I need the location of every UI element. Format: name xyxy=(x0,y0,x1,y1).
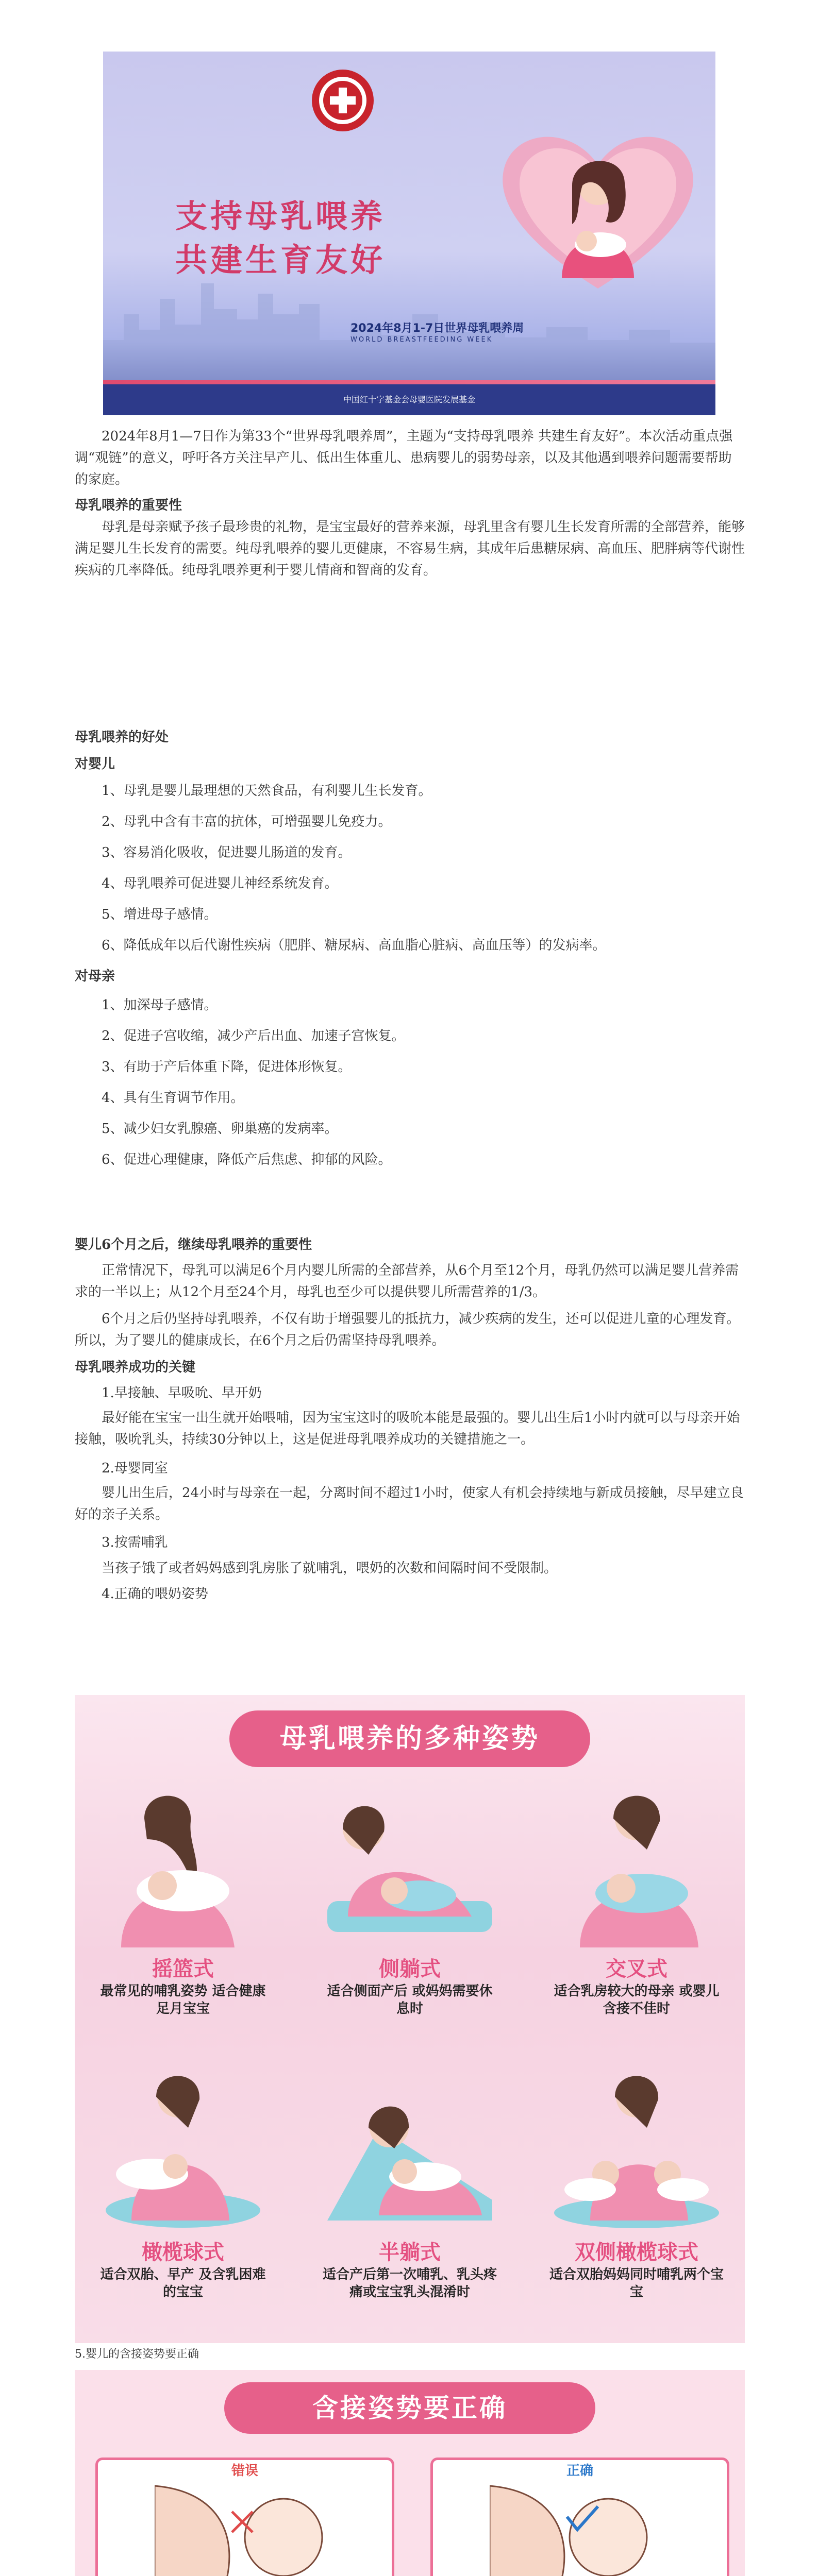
benefits-heading: 母乳喂养的好处 xyxy=(75,730,169,745)
latch-poster-title: 含接姿势要正确 xyxy=(224,2382,595,2434)
key-2-body: 婴儿出生后，24小时与母亲在一起，分离时间不超过1小时，使家人有机会持续地与新成员接触，尽早建立良好的亲子关系。 xyxy=(75,1485,744,1522)
position-name: 双侧橄榄球式 xyxy=(575,2241,698,2264)
event-english-name: WORLD BREASTFEEDING WEEK xyxy=(350,336,493,344)
position-description: 适合双胎、早产 及含乳困难的宝宝 xyxy=(100,2267,266,2300)
importance-paragraph: 母乳是母亲赋予孩子最珍贵的礼物，是宝宝最好的营养来源，母乳里含有婴儿生长发育所需的全部营养，能够满足婴儿生长发育的需要。纯母乳喂养的婴儿更健康，不容易生病，其成年后患糖尿病、高血压、肥胖病等代谢性疾病的几率降低。纯母乳喂养更利于婴儿情商和智商的发育。 xyxy=(75,519,745,578)
intro-section xyxy=(75,426,745,581)
position-description: 适合双胎妈妈同时哺乳两个宝宝 xyxy=(549,2267,724,2300)
position-name: 侧躺式 xyxy=(379,1957,441,1981)
position-card xyxy=(75,1783,291,2050)
key-3-title: 3.按需哺乳 xyxy=(102,1535,168,1550)
football-hold-illustration xyxy=(90,2066,276,2231)
campaign-banner xyxy=(103,52,715,415)
mother-benefit-item: 2、促进子宫收缩，减少产后出血、加速子宫恢复。 xyxy=(102,1028,405,1044)
right-latch-illustration xyxy=(490,2481,665,2576)
cross-cradle-illustration xyxy=(544,1783,729,1947)
latch-caption xyxy=(75,2346,745,2363)
key-2-title: 2.母婴同室 xyxy=(102,1461,168,1476)
position-name: 半躺式 xyxy=(379,2241,441,2264)
six-months-section xyxy=(75,1234,745,1605)
baby-benefit-item: 2、母乳中含有丰富的抗体，可增强婴儿免疫力。 xyxy=(102,814,392,829)
benefits-section xyxy=(75,726,745,1171)
right-tag: 正确 xyxy=(566,2463,594,2479)
mother-benefit-item: 4、具有生育调节作用。 xyxy=(102,1090,244,1106)
wrong-tag: 错误 xyxy=(231,2463,259,2479)
position-name: 交叉式 xyxy=(606,1957,667,1981)
key-4-title: 4.正确的喂奶姿势 xyxy=(102,1586,208,1602)
positions-poster-title: 母乳喂养的多种姿势 xyxy=(229,1710,590,1767)
key-1-body: 最好能在宝宝一出生就开始喂哺，因为宝宝这时的吸吮本能是最强的。婴儿出生后1小时内就可以与母亲开始接触，吸吮乳头，持续30分钟以上，这是促进母乳喂养成功的关键措施之一。 xyxy=(75,1410,740,1447)
mother-baby-heart-illustration xyxy=(495,124,701,294)
baby-benefits-heading: 对婴儿 xyxy=(75,756,115,772)
six-months-paragraph-2: 6个月之后仍坚持母乳喂养，不仅有助于增强婴儿的抵抗力，减少疾病的发生，还可以促进儿童的心理发育。所以，为了婴儿的健康成长，在6个月之后仍需坚持母乳喂养。 xyxy=(75,1311,740,1348)
baby-benefit-item: 6、降低成年以后代谢性疾病（肥胖、糖尿病、高血脂心脏病、高血压等）的发病率。 xyxy=(102,938,606,953)
latch-caption-text: 5.婴儿的含接姿势要正确 xyxy=(75,2348,199,2361)
intro-paragraph: 2024年8月1—7日作为第33个“世界母乳喂养周”，主题为“支持母乳喂养 共建生育友好”。本次活动重点强调“观链”的意义，呼吁各方关注早产儿、低出生体重儿、患病婴儿的弱势母亲，以及其他遇到喂养问题需要帮助的家庭。 xyxy=(75,429,733,487)
wrong-latch-illustration xyxy=(155,2481,330,2576)
position-card xyxy=(302,2066,518,2334)
six-months-paragraph-1: 正常情况下，母乳可以满足6个月内婴儿所需的全部营养，从6个月至12个月，母乳仍然可以满足婴儿营养需求的一半以上；从12个月至24个月，母乳也至少可以提供婴儿所需营养的1/3。 xyxy=(75,1263,739,1300)
position-description: 适合乳房较大的母亲 或婴儿含接不佳时 xyxy=(554,1984,720,2016)
mother-benefit-item: 5、减少妇女乳腺癌、卵巢癌的发病率。 xyxy=(102,1121,338,1137)
position-description: 适合侧面产后 或妈妈需要休息时 xyxy=(327,1984,493,2016)
key-3-body: 当孩子饿了或者妈妈感到乳房胀了就哺乳，喂奶的次数和间隔时间不受限制。 xyxy=(102,1561,558,1576)
position-description: 最常见的哺乳姿势 适合健康足月宝宝 xyxy=(100,1984,266,2016)
red-cross-logo-icon xyxy=(309,67,376,134)
position-description: 适合产后第一次哺乳、乳头疼痛或宝宝乳头混淆时 xyxy=(322,2267,497,2300)
keys-heading: 母乳喂养成功的关键 xyxy=(75,1360,196,1375)
laid-back-illustration xyxy=(317,2066,503,2231)
wrong-latch-box xyxy=(95,2458,394,2576)
mother-benefit-item: 6、促进心理健康，降低产后焦虑、抑郁的风险。 xyxy=(102,1152,392,1167)
importance-heading: 母乳喂养的重要性 xyxy=(75,498,182,513)
position-card xyxy=(528,1783,745,2050)
right-latch-box xyxy=(430,2458,729,2576)
baby-benefit-item: 4、母乳喂养可促进婴儿神经系统发育。 xyxy=(102,876,338,891)
position-card xyxy=(302,1783,518,2050)
event-date: 2024年8月1-7日世界母乳喂养周 xyxy=(350,322,524,335)
baby-benefit-item: 1、母乳是婴儿最理想的天然食品，有利婴儿生长发育。 xyxy=(102,783,432,799)
position-name: 摇篮式 xyxy=(152,1957,214,1981)
side-lying-illustration xyxy=(317,1783,503,1947)
six-months-heading: 婴儿6个月之后，继续母乳喂养的重要性 xyxy=(75,1237,312,1252)
position-card xyxy=(75,2066,291,2334)
baby-benefit-item: 5、增进母子感情。 xyxy=(102,907,218,922)
mother-benefits-heading: 对母亲 xyxy=(75,969,115,984)
latch-poster xyxy=(75,2370,745,2576)
mother-benefit-item: 3、有助于产后体重下降，促进体形恢复。 xyxy=(102,1059,352,1075)
banner-footer-text: 中国红十字基金会母婴医院发展基金 xyxy=(103,384,715,415)
position-card xyxy=(528,2066,745,2334)
position-name: 橄榄球式 xyxy=(142,2241,224,2264)
key-1-title: 1.早接触、早吸吮、早开奶 xyxy=(102,1385,262,1401)
banner-title-line2: 共建生育友好 xyxy=(175,241,386,279)
banner-title-line1: 支持母乳喂养 xyxy=(175,197,386,235)
baby-benefit-item: 3、容易消化吸收，促进婴儿肠道的发育。 xyxy=(102,845,352,860)
mother-benefit-item: 1、加深母子感情。 xyxy=(102,997,218,1013)
banner-stripe xyxy=(103,380,715,384)
double-football-hold-illustration xyxy=(544,2066,729,2231)
cradle-hold-illustration xyxy=(90,1783,276,1947)
feeding-positions-poster xyxy=(75,1695,745,2343)
